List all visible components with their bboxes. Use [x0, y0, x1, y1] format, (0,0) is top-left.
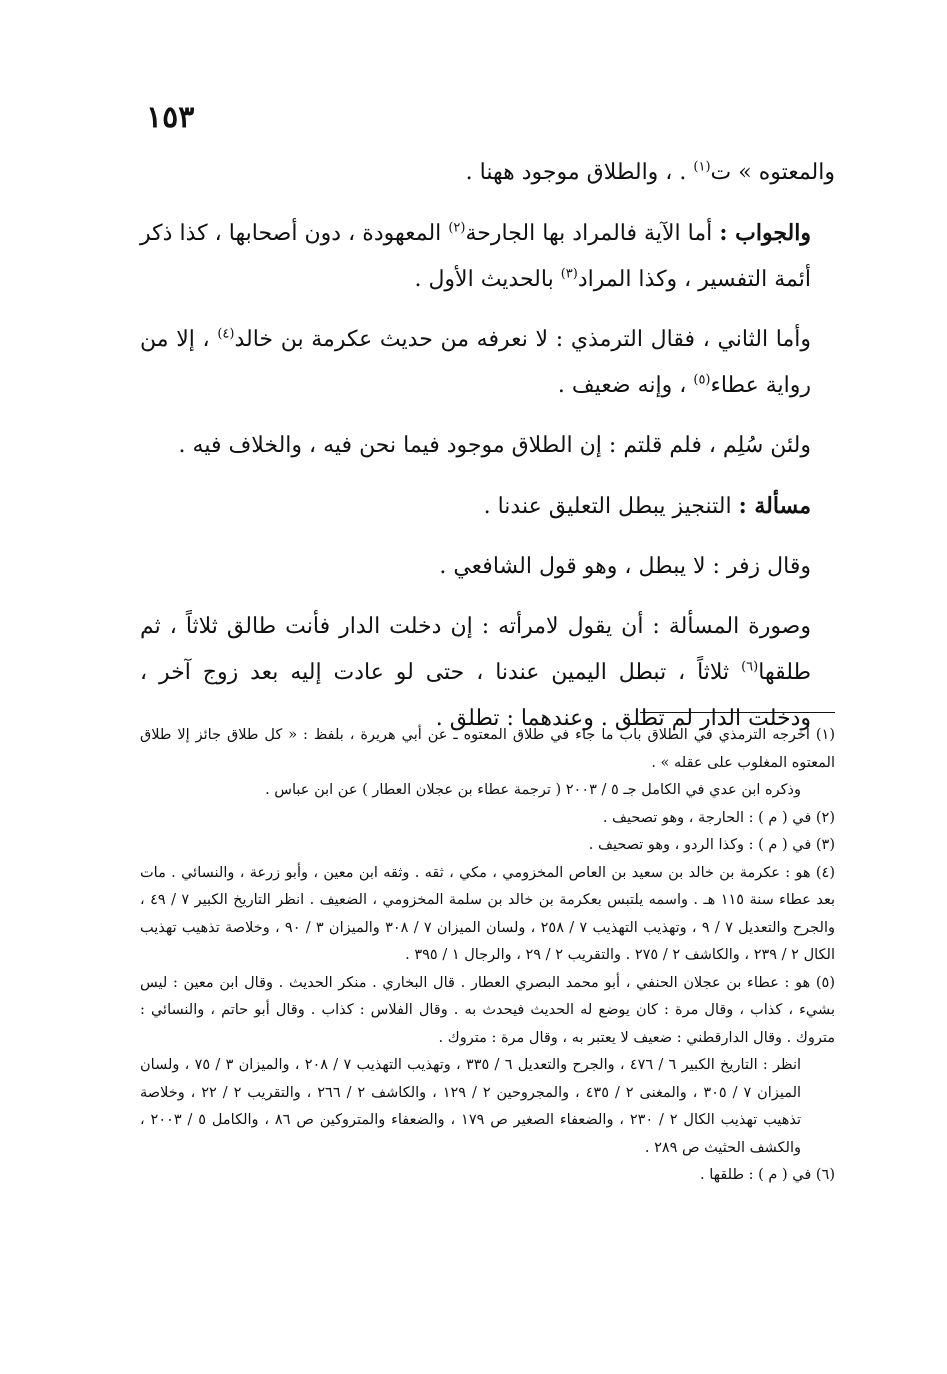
- page-number: ١٥٣: [146, 100, 195, 135]
- main-text: [140, 150, 835, 756]
- footnote-6: (٦) في ( م ) : طلقها .: [700, 1167, 835, 1183]
- text-run: ، وإنه ضعيف .: [557, 373, 694, 398]
- paragraph-second: [140, 317, 835, 409]
- footnote-ref-3: (٣): [560, 266, 578, 282]
- footnote-5-continued: انظر : التاريخ الكبير ٦ / ٤٧٦ ، والجرح والتعديل ٦ / ٣٣٥ ، وتهذيب التهذيب ٧ / ٢٠٨ ، والميزان ٣ / ٧٥ ، ولسان الميزان ٧ / ٣٠٥ ، والمغنى ٢ / ٤٣٥ ، والمجروحين ٢ / ١٢٩ ، والكاشف ٢ / ٢٦٦ ، والتقريب ٢ / ٢٢ ، وخلاصة تذهيب تهذيب الكال ٢ / ٢٣٠ ، والضعفاء الصغير ص ١٧٩ ، والضعفاء والمتروكين ص ٨٦ ، والكامل ٥ / ٢٠٠٣ ، والكشف الحثيث ص ٢٨٩ .: [140, 1057, 802, 1156]
- footnote-5: (٥) هو : عطاء بن عجلان الحنفي ، أبو محمد البصري العطار . قال البخاري . منكر الحديث . وقال ابن معين : ليس بشيء ، كذاب ، وقال مرة : كان يوضع له الحديث فيحدث به . وقال الفلاس : كذاب . وقال أبو حاتم ، والنسائي : متروك . وقال الدارقطني : ضعيف لا يعتبر به ، وقال مرة : متروك .: [140, 974, 835, 1046]
- text-run: بالحديث الأول .: [414, 267, 561, 292]
- issue-heading: مسألة :: [738, 493, 811, 519]
- paragraph-issue: [140, 483, 835, 530]
- text-run: التنجيز يبطل التعليق عندنا .: [483, 494, 739, 519]
- footnote-ref-6: (٦): [741, 659, 759, 675]
- footnote-2: (٢) في ( م ) : الحارجة ، وهو تصحيف .: [602, 809, 835, 826]
- answer-heading: والجواب :: [719, 220, 811, 246]
- footnote-ref-4: (٤): [217, 326, 235, 342]
- footnote-1-continued: وذكره ابن عدي في الكامل جـ ٥ / ٢٠٠٣ ( ترجمة عطاء بن عجلان العطار ) عن ابن عباس .: [265, 782, 801, 798]
- text-run: ، إلا من رواية عطاء: [140, 327, 811, 398]
- paragraph-1: [140, 150, 835, 196]
- paragraph-zufar: وقال زفر : لا يبطل ، وهو قول الشافعي .: [439, 554, 811, 579]
- text-run: وأما الثاني ، فقال الترمذي : لا نعرفه من حديث عكرمة بن خالد: [234, 327, 811, 352]
- text-run: وصورة المسألة : أن يقول لامرأته : إن دخلت الدار فأنت طالق ثلاثاً ، ثم طلقها: [140, 614, 811, 685]
- text-run: . ، والطلاق موجود ههنا .: [465, 160, 694, 185]
- footnotes: [140, 722, 835, 1190]
- paragraph-objection: ولئن سُلِم ، فلم قلتم : إن الطلاق موجود فيما نحن فيه ، والخلاف فيه .: [178, 433, 811, 458]
- footnote-ref-5: (٥): [693, 372, 711, 388]
- text-run: ثلاثاً ، تبطل اليمين عندنا ، حتى لو عادت إليه بعد زوج آخر ، ودخلت الدار لم تطلق . وعندهما : تطلق .: [140, 660, 811, 731]
- footnote-4: (٤) هو : عكرمة بن خالد بن سعيد بن العاص المخزومي ، مكي ، ثقه . وثقه ابن معين ، وأبو زرعة ، والنسائي . مات بعد عطاء سنة ١١٥ هـ . واسمه يلتبس بعكرمة بن خالد بن سلمة المخزومي ، الضعيف . انظر التاريخ الكبير ٧ / ٤٩ ، والجرح والتعديل ٧ / ٩ ، وتهذيب التهذيب ٧ / ٢٥٨ ، ولسان الميزان ٧ / ٣٠٨ والميزان ٣ / ٩٠ ، وخلاصة تذهيب تهذيب الكال ٢ / ٢٣٩ ، والكاشف ٢ / ٢٧٥ . والتقريب ٢ / ٢٩ ، والرجال ١ / ٣٩٥ .: [140, 864, 835, 963]
- text-run: والمعتوه » ت: [710, 160, 835, 185]
- footnote-divider: [640, 712, 835, 713]
- footnote-ref-2: (٢): [448, 220, 466, 236]
- footnote-3: (٣) في ( م ) : وكذا الردو ، وهو تصحيف .: [588, 837, 835, 853]
- footnote-1: (١) أخرجه الترمذي في الطلاق باب ما جاء في طلاق المعتوه ـ عن أبي هريرة ، بلفظ : « كل طلاق جائز إلا طلاق المعتوه المغلوب على عقله » .: [140, 727, 835, 771]
- text-run: المعهودة ، دون أصحابها ، كذا ذكر أئمة التفسير ، وكذا المراد: [140, 221, 811, 292]
- paragraph-answer: [140, 210, 835, 303]
- text-run: أما الآية فالمراد بها الجارحة: [465, 221, 720, 246]
- footnote-ref-1: (١): [693, 159, 711, 175]
